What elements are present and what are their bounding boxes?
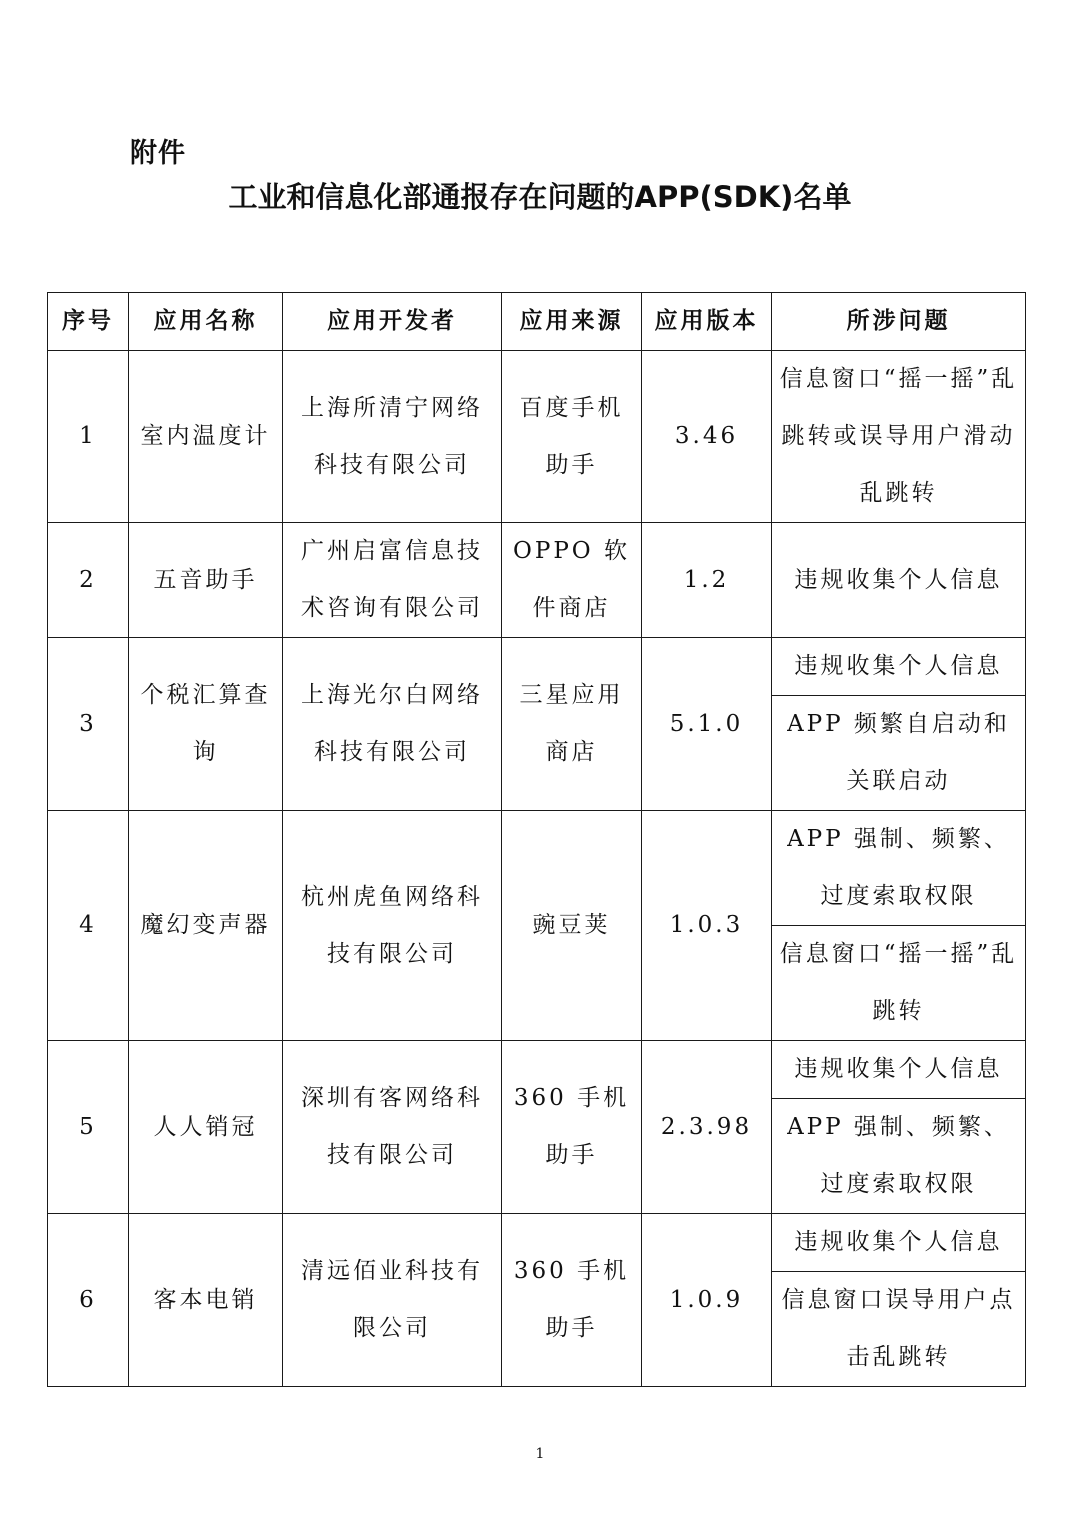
row-index: 1: [48, 351, 129, 523]
page-number: 1: [535, 1446, 545, 1462]
row-version: 2.3.98: [642, 1041, 772, 1214]
header-source: 应用来源: [502, 293, 642, 351]
table-row: [48, 351, 1026, 523]
row-issue: 违规收集个人信息: [772, 638, 1026, 696]
row-version: 1.0.3: [642, 811, 772, 1041]
row-developer: 上海光尔白网络科技有限公司: [283, 638, 502, 811]
row-app-name: 室内温度计: [129, 351, 283, 523]
row-issue: 违规收集个人信息: [772, 523, 1026, 638]
row-developer: 上海所清宁网络科技有限公司: [283, 351, 502, 523]
row-issue: APP 强制、频繁、过度索取权限: [772, 1099, 1026, 1214]
table-row: [48, 1214, 1026, 1272]
row-issue: 信息窗口“摇一摇”乱跳转: [772, 926, 1026, 1041]
row-issue: 违规收集个人信息: [772, 1041, 1026, 1099]
table-row: [48, 638, 1026, 696]
table-row: [48, 523, 1026, 638]
row-version: 3.46: [642, 351, 772, 523]
header-version: 应用版本: [642, 293, 772, 351]
row-developer: 清远佰业科技有限公司: [283, 1214, 502, 1387]
row-source: 三星应用商店: [502, 638, 642, 811]
row-version: 5.1.0: [642, 638, 772, 811]
table-row: [48, 1041, 1026, 1099]
row-source: 豌豆荚: [502, 811, 642, 1041]
row-index: 2: [48, 523, 129, 638]
row-issue: APP 频繁自启动和关联启动: [772, 696, 1026, 811]
row-issue: 信息窗口误导用户点击乱跳转: [772, 1272, 1026, 1387]
table-header-row: [48, 293, 1026, 351]
row-issue: 信息窗口“摇一摇”乱跳转或误导用户滑动乱跳转: [772, 351, 1026, 523]
row-app-name: 客本电销: [129, 1214, 283, 1387]
row-app-name: 五音助手: [129, 523, 283, 638]
app-list-table: [47, 292, 1026, 1387]
row-app-name: 人人销冠: [129, 1041, 283, 1214]
row-index: 6: [48, 1214, 129, 1387]
row-index: 5: [48, 1041, 129, 1214]
document-title: 工业和信息化部通报存在问题的APP(SDK)名单: [228, 180, 852, 214]
row-source: OPPO 软件商店: [502, 523, 642, 638]
row-source: 360 手机助手: [502, 1041, 642, 1214]
row-source: 百度手机助手: [502, 351, 642, 523]
row-source: 360 手机助手: [502, 1214, 642, 1387]
row-developer: 深圳有客网络科技有限公司: [283, 1041, 502, 1214]
row-index: 4: [48, 811, 129, 1041]
table-row: [48, 811, 1026, 926]
header-app-name: 应用名称: [129, 293, 283, 351]
row-version: 1.0.9: [642, 1214, 772, 1387]
row-version: 1.2: [642, 523, 772, 638]
row-app-name: 个税汇算查询: [129, 638, 283, 811]
row-issue: 违规收集个人信息: [772, 1214, 1026, 1272]
header-developer: 应用开发者: [283, 293, 502, 351]
row-developer: 广州启富信息技术咨询有限公司: [283, 523, 502, 638]
attachment-label: 附件: [130, 138, 186, 169]
header-issues: 所涉问题: [772, 293, 1026, 351]
header-index: 序号: [48, 293, 129, 351]
row-app-name: 魔幻变声器: [129, 811, 283, 1041]
row-developer: 杭州虎鱼网络科技有限公司: [283, 811, 502, 1041]
row-issue: APP 强制、频繁、过度索取权限: [772, 811, 1026, 926]
row-index: 3: [48, 638, 129, 811]
